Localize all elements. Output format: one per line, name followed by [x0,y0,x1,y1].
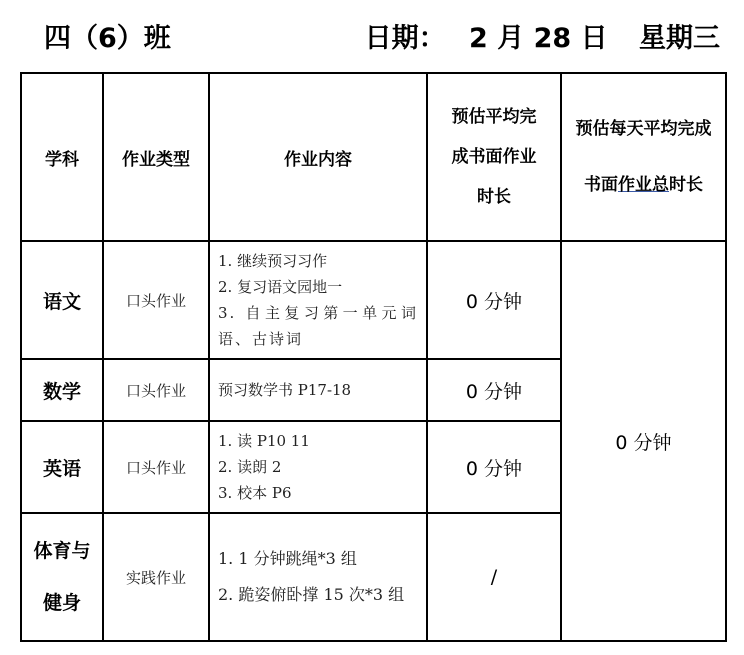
col-total-time-part: 时长 [669,175,703,195]
content-item: 预习数学书 P17-18 [218,381,352,399]
content-item: 1. 1 分钟跳绳*3 组 [218,549,357,568]
col-content: 作业内容 [209,73,427,241]
col-subject: 学科 [21,73,103,241]
content-cell [209,513,427,641]
subject-line: 体育与 [33,540,91,562]
time-cell: 0 分钟 [427,241,561,359]
col-avg-time-line: 预估平均完 [451,107,537,127]
subject-cell: 英语 [21,421,103,513]
col-avg-time [427,73,561,241]
time-cell: 0 分钟 [427,421,561,513]
col-type: 作业类型 [103,73,209,241]
table-header-row [21,73,726,241]
subject-cell: 数学 [21,359,103,421]
time-cell: 0 分钟 [427,359,561,421]
type-cell: 实践作业 [103,513,209,641]
col-avg-time-line: 成书面作业 [451,147,537,167]
col-total-time [561,73,726,241]
class-title: 四（6）班 [44,23,171,54]
content-item: 2. 复习语文园地一 [218,278,343,296]
subject-line: 健身 [42,592,81,614]
content-item: 3. 自主复习第一单元词语、古诗词 [218,304,418,348]
col-total-time-line: 预估每天平均完成 [575,119,712,139]
type-cell: 口头作业 [103,359,209,421]
content-cell [209,241,427,359]
type-cell: 口头作业 [103,241,209,359]
content-cell [209,359,427,421]
content-item: 2. 读朗 2 [218,458,282,476]
content-cell [209,421,427,513]
content-item: 1. 读 P10 11 [218,432,310,450]
content-item: 1. 继续预习习作 [218,252,328,270]
content-item: 2. 跪姿俯卧撑 15 次*3 组 [218,585,405,604]
weekday: 星期三 [639,23,720,54]
date-label: 日期： [364,23,446,54]
table-row-chinese [21,241,726,359]
col-avg-time-line: 时长 [477,187,511,207]
col-total-time-line [562,157,725,213]
content-item: 3. 校本 P6 [218,484,292,502]
date-value: 2 月 28 日 [469,23,608,54]
subject-cell [21,513,103,641]
total-time-cell: 0 分钟 [561,241,726,641]
col-total-time-part: 作业总 [618,175,669,195]
date-line [365,16,720,55]
type-cell: 口头作业 [103,421,209,513]
homework-table [20,72,727,642]
col-total-time-part: 书面 [584,175,618,195]
subject-cell: 语文 [21,241,103,359]
time-cell: / [427,513,561,641]
